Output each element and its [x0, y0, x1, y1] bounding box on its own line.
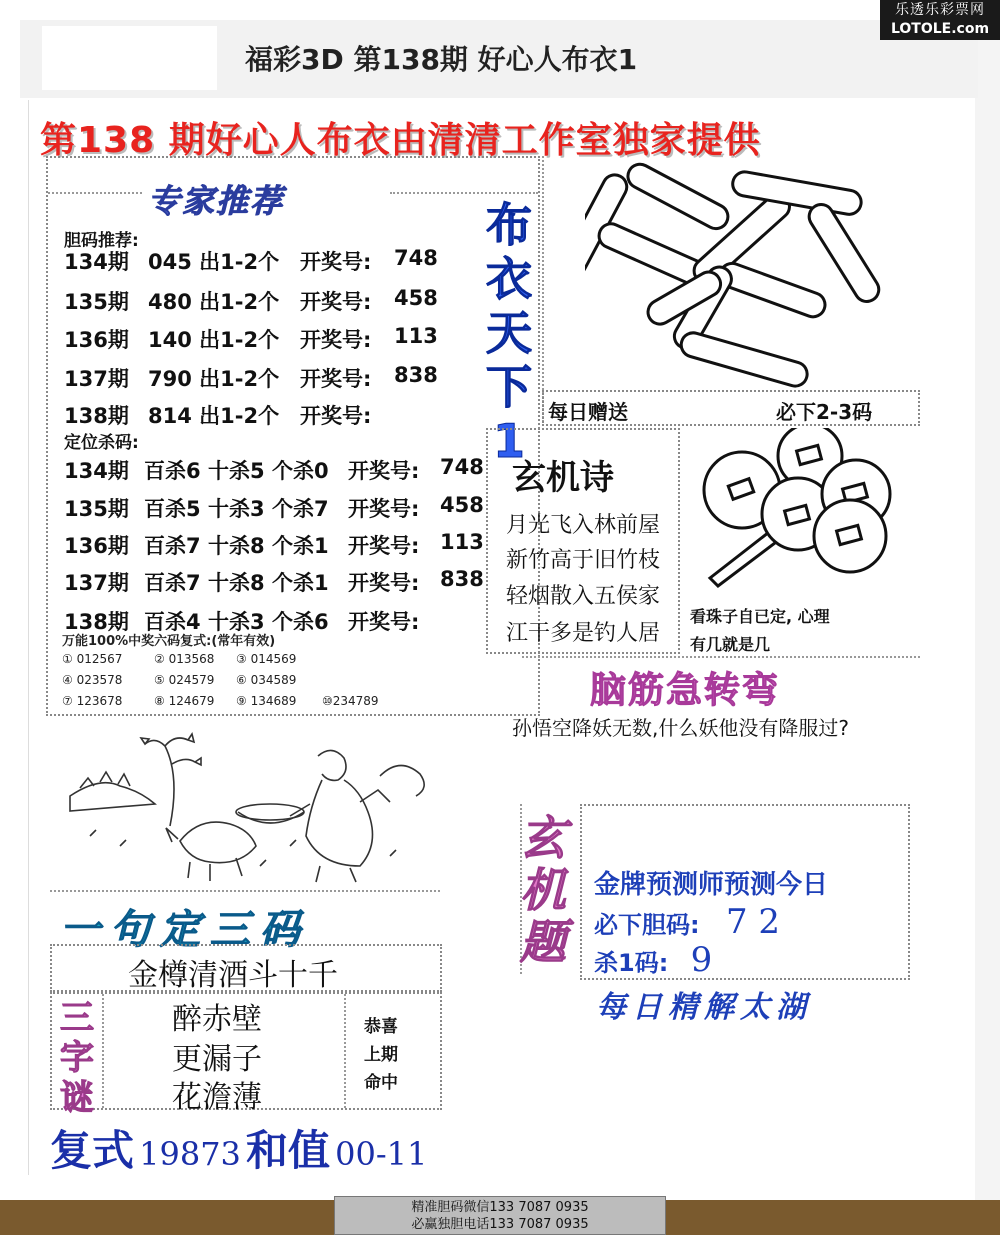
kill-row-shi: 十杀5 [208, 459, 265, 483]
kill-row-shi: 十杀8 [208, 571, 265, 595]
xuanji-char: 机 [520, 863, 566, 917]
kill-row-result: 748 [440, 455, 484, 479]
sanzi-title-char: 谜 [60, 1078, 94, 1118]
title-blank-box [42, 26, 217, 90]
kill-code-label: 杀1码: [594, 949, 669, 977]
sanzi-word: 醉赤壁 [172, 1002, 262, 1037]
buyi-char: 衣 [486, 252, 532, 306]
buyi-char: 布 [486, 198, 532, 252]
combo-item: ① 012567 [62, 652, 123, 666]
dan-row-pick: 480 出1-2个 [148, 290, 280, 314]
footer-wechat: 精准胆码微信133 7087 0935 [411, 1200, 589, 1215]
xuanji-char: 题 [520, 915, 566, 969]
dan-row-pick: 045 出1-2个 [148, 250, 280, 274]
fushi-line [50, 1118, 427, 1178]
buyi-char: 下 [486, 360, 532, 414]
dan-row-result-label: 开奖号: [300, 404, 372, 428]
dan-row-period: 135期 [64, 290, 129, 314]
expert-title: 专家推荐 [148, 182, 285, 220]
dan-row-period: 137期 [64, 367, 129, 391]
divider [50, 890, 440, 892]
kill-row-shi: 十杀3 [208, 610, 265, 634]
hezhi-label: 和值 [246, 1126, 331, 1175]
daily-jie-text: 每日精解太湖 [596, 990, 812, 1025]
beads-caption-1: 看珠子自已定, 心理 [690, 607, 830, 626]
kill-row-bai: 百杀4 [144, 610, 201, 634]
kill-row-bai: 百杀5 [144, 497, 201, 521]
dan-code-line [594, 902, 780, 942]
dan-code-value: 7 2 [725, 902, 781, 942]
site-logo[interactable] [880, 0, 1000, 40]
dan-row-result: 838 [394, 363, 438, 387]
dan-row-result-label: 开奖号: [300, 250, 372, 274]
divider [48, 192, 142, 194]
kill-row-period: 136期 [64, 534, 129, 558]
dan-row-period: 136期 [64, 328, 129, 352]
predictor-line: 金牌预测师预测今日 [594, 870, 829, 900]
dan-row-period: 134期 [64, 250, 129, 274]
poem-title: 玄机诗 [512, 458, 614, 498]
dan-row-pick: 790 出1-2个 [148, 367, 280, 391]
poem-line: 轻烟散入五侯家 [506, 584, 661, 609]
congrats-text: 上期 [364, 1045, 398, 1065]
kill-row-result: 458 [440, 493, 484, 517]
dan-row-result: 458 [394, 286, 438, 310]
page-title: 福彩3D 第138期 好心人布衣1 [245, 43, 638, 76]
logo-line1: 乐透乐彩票网 [895, 2, 985, 18]
kill-row-result-label: 开奖号: [348, 497, 420, 521]
sanzi-title-char: 三 [60, 998, 94, 1038]
sanzi-word: 更漏子 [172, 1042, 262, 1077]
kill-row-shi: 十杀8 [208, 534, 265, 558]
fushi-label: 复式 [50, 1126, 135, 1175]
logo-line2: LOTOLE.com [890, 21, 990, 37]
kill-row-ge: 个杀1 [272, 534, 329, 558]
combo-title: 万能100%中奖六码复式:(常年有效) [62, 634, 276, 649]
dan-row-pick: 140 出1-2个 [148, 328, 280, 352]
riddle-question: 孙悟空降妖无数,什么妖他没有降服过? [512, 716, 849, 740]
kill-row-result: 838 [440, 567, 484, 591]
kill-row-period: 137期 [64, 571, 129, 595]
combo-item: ⑨ 134689 [236, 694, 297, 708]
dan-row-result-label: 开奖号: [300, 290, 372, 314]
divider [522, 656, 920, 658]
dan-code-label: 必下胆码: [594, 911, 700, 939]
poem-line: 江干多是钓人居 [506, 621, 661, 646]
beads-caption-2: 有几就是几 [690, 635, 771, 654]
kill-row-period: 134期 [64, 459, 129, 483]
one-line-title: 一句定三码 [60, 907, 310, 953]
dan-row-result-label: 开奖号: [300, 367, 372, 391]
kill-row-ge: 个杀7 [272, 497, 329, 521]
poem-line: 新竹高于旧竹枝 [506, 548, 661, 573]
kill-row-period: 138期 [64, 610, 129, 634]
kill-code-value: 9 [690, 940, 713, 980]
sanzi-title-char: 字 [60, 1038, 94, 1078]
footer-phone: 必赢独胆电话133 7087 0935 [411, 1217, 589, 1232]
combo-item: ⑤ 024579 [154, 673, 215, 687]
farmer-sketch-image [60, 716, 440, 886]
kill-row-ge: 个杀1 [272, 571, 329, 595]
kill-row-shi: 十杀3 [208, 497, 265, 521]
combo-item: ⑥ 034589 [236, 673, 297, 687]
combo-item: ③ 014569 [236, 652, 297, 666]
buyi-char: 天 [486, 306, 532, 360]
kill-row-result-label: 开奖号: [348, 534, 420, 558]
combo-item: ⑦ 123678 [62, 694, 123, 708]
poem-line: 月光飞入林前屋 [506, 513, 661, 538]
gift-right: 必下2-3码 [776, 400, 873, 424]
combo-item: ② 013568 [154, 652, 215, 666]
sanzi-word: 花澹薄 [172, 1080, 262, 1115]
kill-code-line [594, 940, 712, 980]
xuanji-vertical-title [512, 812, 574, 968]
kill-row-bai: 百杀6 [144, 459, 201, 483]
dan-row-result: 748 [394, 246, 438, 270]
xuanji-char: 玄 [520, 811, 566, 865]
kill-label: 定位杀码: [64, 433, 139, 453]
kill-row-result-label: 开奖号: [348, 459, 420, 483]
dan-row-result: 113 [394, 324, 438, 348]
dan-row-result-label: 开奖号: [300, 328, 372, 352]
kill-row-result-label: 开奖号: [348, 571, 420, 595]
dan-row-period: 138期 [64, 404, 129, 428]
kill-row-result-label: 开奖号: [348, 610, 420, 634]
sanzi-title [54, 998, 100, 1118]
divider [102, 994, 104, 1108]
congrats-text: 恭喜 [364, 1017, 398, 1037]
kill-row-period: 135期 [64, 497, 129, 521]
dan-label: 胆码推荐: [64, 231, 139, 251]
combo-item: ⑩234789 [322, 694, 379, 708]
kill-row-result: 113 [440, 530, 484, 554]
kill-row-ge: 个杀6 [272, 610, 329, 634]
kill-row-bai: 百杀7 [144, 571, 201, 595]
hezhi-value: 00-11 [335, 1135, 428, 1173]
footer-contact-box[interactable] [334, 1196, 666, 1235]
beads-image [690, 428, 920, 598]
right-margin [975, 0, 1000, 1200]
gift-left: 每日赠送 [548, 400, 628, 424]
kill-row-ge: 个杀0 [272, 459, 329, 483]
buyi-char: 1 [492, 414, 525, 468]
verse-text: 金樽清酒斗十千 [128, 958, 338, 993]
dan-row-pick: 814 出1-2个 [148, 404, 280, 428]
riddle-title: 脑筋急转弯 [590, 670, 781, 711]
divider [542, 156, 544, 426]
kill-row-bai: 百杀7 [144, 534, 201, 558]
banner-title: 第138 期好心人布衣由清清工作室独家提供 [40, 120, 761, 161]
matchsticks-image [585, 160, 905, 390]
congrats-text: 命中 [364, 1073, 398, 1093]
divider [390, 192, 538, 194]
fushi-value: 19873 [139, 1135, 241, 1173]
combo-item: ⑧ 124679 [154, 694, 215, 708]
divider [344, 994, 346, 1108]
combo-item: ④ 023578 [62, 673, 123, 687]
